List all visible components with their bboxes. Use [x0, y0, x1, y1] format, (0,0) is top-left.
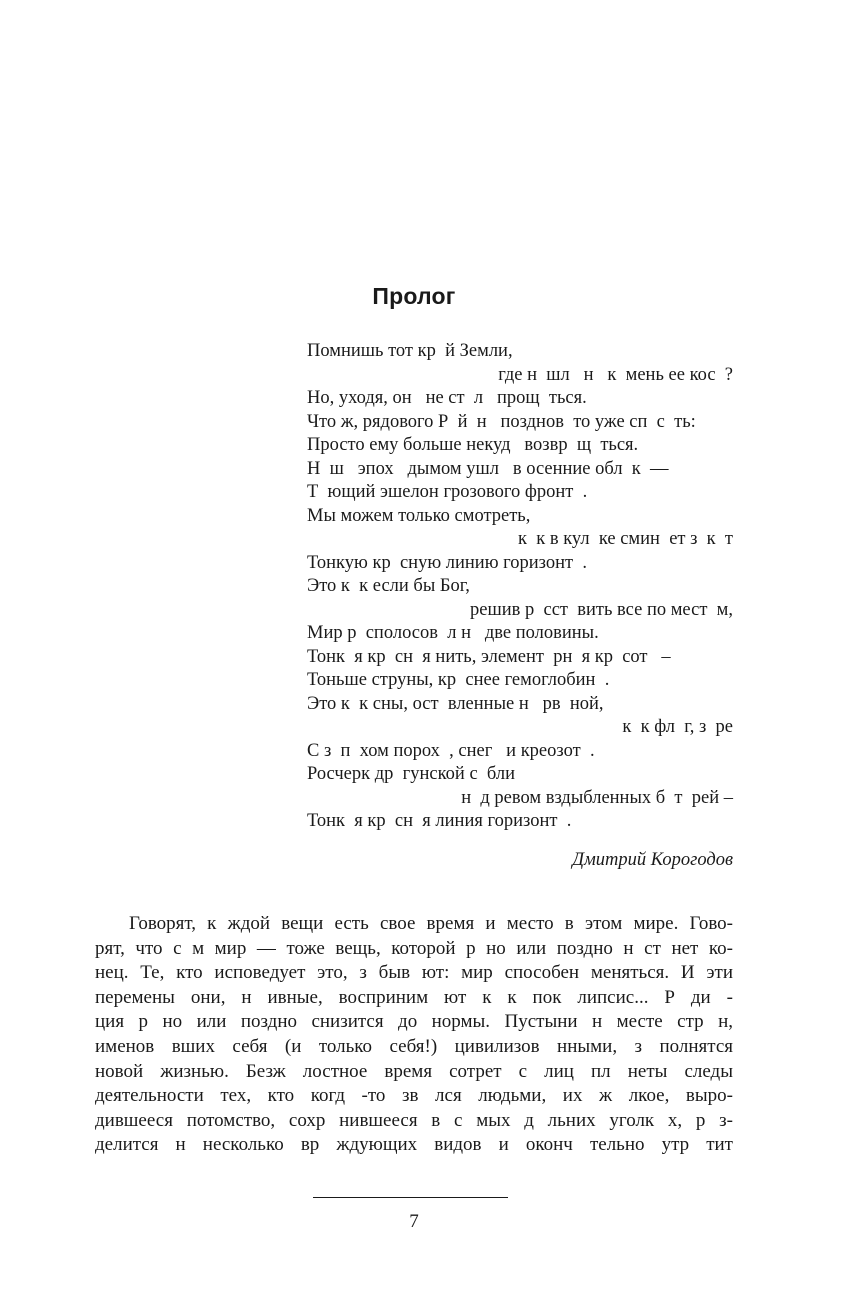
footer-rule	[313, 1197, 508, 1198]
prose-line: именов вших себя (и только себя!) цивилизов нными, з полнятся	[95, 1035, 733, 1057]
poem-line: Т ющий эшелон грозового фронт .	[307, 482, 588, 502]
poem-line: где н шл н к мень ее кос ?	[498, 364, 733, 385]
body-text	[95, 912, 733, 1158]
poem-line: к к в кул ке смин ет з к т	[518, 529, 733, 549]
poem-line: Тонкую кр сную линию горизонт .	[307, 552, 587, 573]
poem-line: Тоньше струны, кр снее гемоглобин .	[307, 670, 610, 690]
poem-line: Мир р сполосов л н две половины.	[307, 623, 599, 643]
poem-line: Просто ему больше некуд возвр щ ться.	[307, 435, 639, 455]
prose-line: Говорят, к ждой вещи есть свое время и место в этом мире. Гово-	[129, 913, 733, 934]
prose-line: ция р но или поздно снизится до нормы. Пустыни н месте стр н,	[95, 1011, 733, 1033]
prose-line: рят, что с м мир — тоже вещь, которой р но или поздно н ст нет ко-	[95, 937, 733, 959]
prose-line: деятельности тех, кто когд -то зв лся людьми, их ж лкое, выро-	[95, 1085, 733, 1107]
poem-line: н д ревом вздыбленных б т рей –	[461, 787, 733, 808]
prose-line: нец. Те, кто исповедует это, з быв ют: мир способен меняться. И эти	[95, 962, 733, 984]
poem-line: Тонк я кр сн я линия горизонт .	[307, 811, 572, 831]
poem-line: Н ш эпох дымом ушл в осенние обл к —	[307, 458, 669, 479]
poem-line: Помнишь тот кр й Земли,	[307, 341, 513, 361]
poem-line: к к фл г, з ре	[622, 717, 733, 737]
prose-line: делится н несколько вр ждующих видов и оконч тельно утр тит	[95, 1134, 733, 1156]
poem-line: Росчерк др гунской с бли	[307, 764, 515, 784]
poem-line: Но, уходя, он не ст л прощ ться.	[307, 388, 587, 408]
poem-line: Тонк я кр сн я нить, элемент рн я кр сот –	[307, 646, 671, 667]
poem-line: Мы можем только смотреть,	[307, 505, 531, 526]
poem-line: Это к к сны, ост вленные н рв ной,	[307, 693, 604, 714]
poem-line: Это к к если бы Бог,	[307, 576, 470, 596]
page-number: 7	[409, 1211, 419, 1232]
poem-line: решив р сст вить все по мест м,	[470, 599, 733, 620]
chapter-title: Пролог	[372, 283, 456, 309]
poem-author: Дмитрий Корогодов	[572, 850, 733, 870]
poem-line: С з п хом порох , снег и креозот .	[307, 740, 595, 761]
epigraph-poem	[307, 340, 733, 834]
prose-line: перемены они, н ивные, восприним ют к к пок липсис... Р ди -	[95, 986, 733, 1008]
poem-line: Что ж, рядового Р й н позднов то уже сп с ть:	[307, 411, 696, 432]
prose-line: новой жизнью. Безж лостное время сотрет с лиц пл неты следы	[95, 1060, 733, 1082]
prose-line: дившееся потомство, сохр нившееся в с мых д льних уголк х, р з-	[95, 1109, 733, 1131]
